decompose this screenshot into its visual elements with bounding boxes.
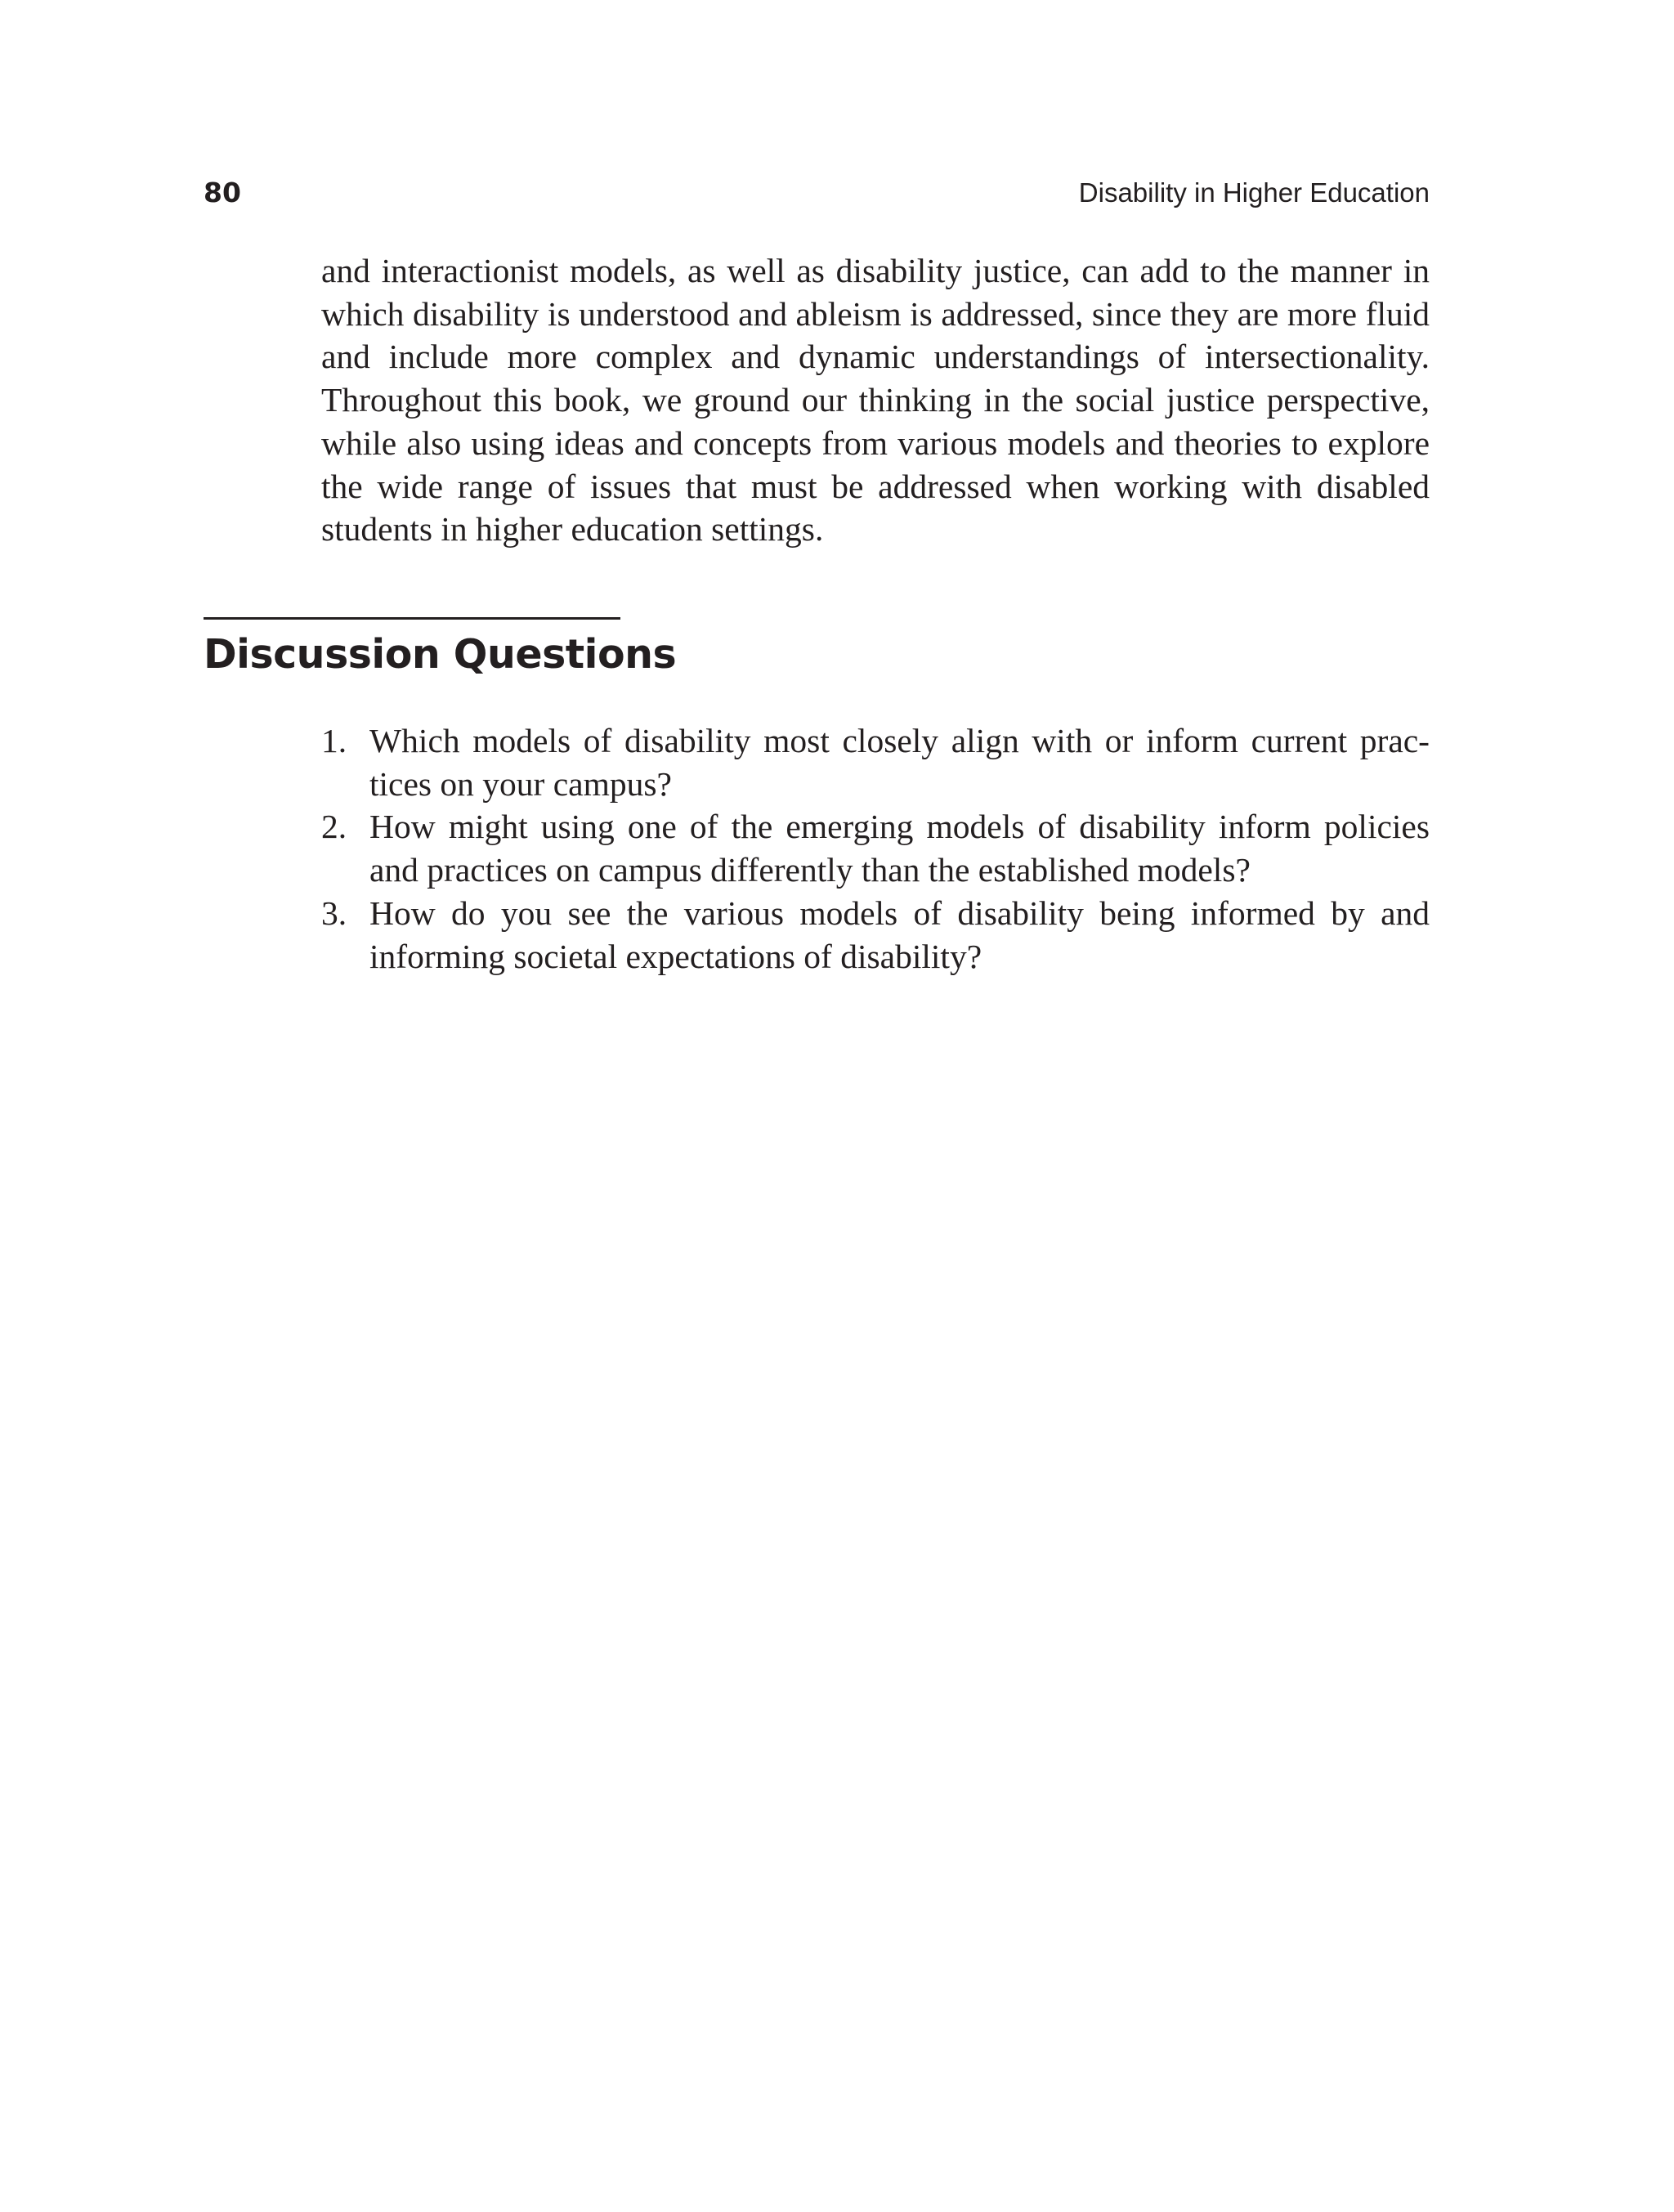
question-text: How do you see the various models of disability being informed by and informing societal expectations of disability? xyxy=(369,893,1430,975)
question-item-1 xyxy=(321,719,1430,805)
question-text: How might using one of the emerging models of disability inform policies and practices on campus differently than the established models? xyxy=(369,808,1430,889)
question-item-2 xyxy=(321,805,1430,891)
body-paragraph: and interactionist models, as well as disability justice, can add to the manner in which disability is understood and ableism is addressed, since they are more fluid and include more complex and dynamic understandings of intersectionality. Throughout this book, we ground our thinking in the social justice perspective, while also using ideas and concepts from various models and theories to explore the wide range of issues that must be addressed when working with disabled students in higher education settings. xyxy=(321,252,1430,549)
question-number: 2. xyxy=(321,808,347,846)
question-text: Which models of disability most closely align with or inform current practices on your campus? xyxy=(369,722,1430,803)
question-number: 3. xyxy=(321,893,347,932)
section-heading: Discussion Questions xyxy=(204,631,677,678)
page-number: 80 xyxy=(204,177,241,208)
discussion-questions-list xyxy=(321,719,1430,978)
section-heading-rule xyxy=(204,617,620,620)
question-item-3 xyxy=(321,892,1430,978)
running-head-title: Disability in Higher Education xyxy=(1078,177,1430,208)
question-number: 1. xyxy=(321,722,347,759)
